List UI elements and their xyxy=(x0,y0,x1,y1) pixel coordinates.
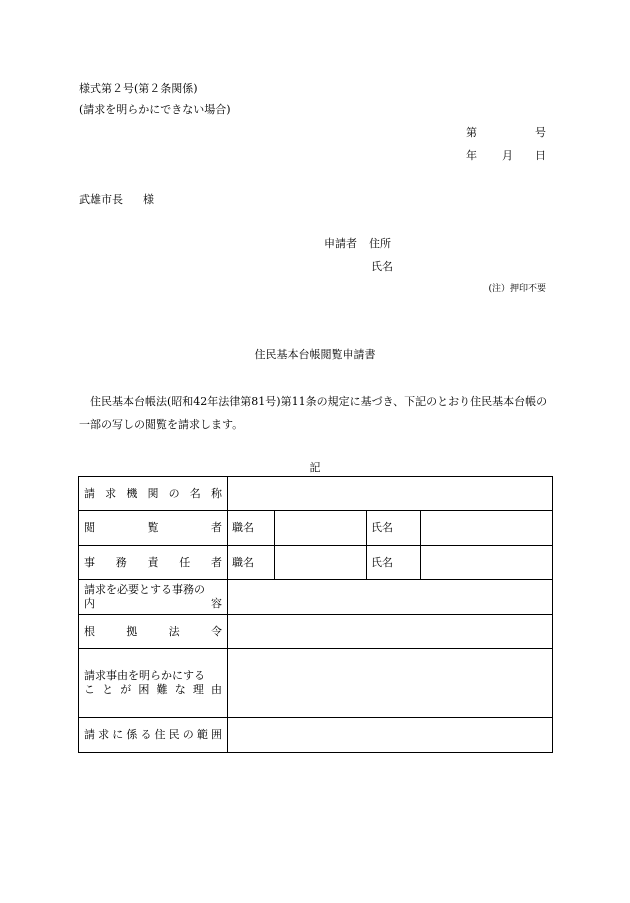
officer-post-field[interactable] xyxy=(275,546,367,580)
label-char: 求 xyxy=(105,486,117,500)
label-char: 関 xyxy=(147,486,159,500)
label-char: の xyxy=(168,486,180,500)
label-char: の xyxy=(182,728,194,741)
requesting-organization-field[interactable] xyxy=(228,477,553,511)
table-row xyxy=(79,615,553,649)
label-char: な xyxy=(174,683,186,696)
label-char: に xyxy=(112,728,124,741)
difficulty-reason-field[interactable] xyxy=(228,649,553,718)
label-char: 名 xyxy=(189,486,201,500)
applicant-address-row xyxy=(324,238,391,249)
table-row xyxy=(79,718,553,753)
request-table xyxy=(78,476,553,753)
label-char: 法 xyxy=(168,624,180,638)
label-char: 理 xyxy=(192,683,204,696)
label-char: が xyxy=(120,683,132,696)
label-char: 範 xyxy=(196,728,208,741)
label-char: こ xyxy=(84,683,95,696)
table-row xyxy=(79,580,553,615)
label-char: 請 xyxy=(84,486,95,500)
document-date xyxy=(466,150,546,162)
address-label: 住所 xyxy=(369,237,391,250)
applicant-label: 申請者 xyxy=(324,237,357,250)
legal-basis-label xyxy=(79,615,228,649)
label-char: 住 xyxy=(154,728,166,741)
label-char: 称 xyxy=(210,486,222,500)
table-row xyxy=(79,511,553,546)
number-prefix: 第 xyxy=(466,126,477,139)
business-content-label xyxy=(79,580,228,615)
resident-scope-field[interactable] xyxy=(228,718,553,753)
resident-scope-label xyxy=(79,718,228,753)
label-char: 難 xyxy=(156,683,168,696)
request-statement: 住民基本台帳法(昭和42年法律第81号)第11条の規定に基づき、下記のとおり住民基本台帳の一部の写しの閲覧を請求します。 xyxy=(79,395,548,431)
seal-note: (注）押印不要 xyxy=(488,284,546,294)
viewer-label xyxy=(79,511,228,546)
requesting-organization-label xyxy=(79,477,228,511)
viewer-name-field[interactable] xyxy=(421,511,553,546)
label-char: 民 xyxy=(168,728,180,741)
viewer-post-label: 職名 xyxy=(228,511,275,546)
label-char: 容 xyxy=(211,597,222,610)
viewer-name-label: 氏名 xyxy=(367,511,421,546)
label-char: る xyxy=(140,728,152,741)
document-number xyxy=(466,127,546,139)
legal-basis-field[interactable] xyxy=(228,615,553,649)
difficulty-reason-label-line1: 請求事由を明らかにする xyxy=(84,669,205,682)
difficulty-reason-label xyxy=(79,649,228,718)
label-char: 責 xyxy=(147,555,159,569)
ki-heading: 記 xyxy=(309,461,321,474)
viewer-post-field[interactable] xyxy=(275,511,367,546)
label-char: 任 xyxy=(179,555,191,569)
label-char: 覧 xyxy=(147,521,159,534)
form-number: 様式第２号(第２条関係) xyxy=(79,82,198,95)
table-row xyxy=(79,649,553,718)
label-char: 請 xyxy=(84,728,95,741)
addressee-name: 武雄市長 xyxy=(79,193,123,206)
officer-post-label: 職名 xyxy=(228,546,275,580)
officer-name-field[interactable] xyxy=(421,546,553,580)
label-char: 係 xyxy=(126,728,138,741)
label-char: 囲 xyxy=(210,728,222,741)
table-row xyxy=(79,477,553,511)
business-content-label-line1: 請求を必要とする事務の xyxy=(84,583,205,596)
month-label: 月 xyxy=(502,149,513,162)
label-char: 者 xyxy=(211,555,222,569)
table-row xyxy=(79,546,553,580)
label-char: 閲 xyxy=(84,521,95,534)
addressee xyxy=(79,194,154,205)
label-char: と xyxy=(102,683,114,696)
label-char: 内 xyxy=(84,597,95,610)
label-char: 困 xyxy=(138,683,150,696)
year-label: 年 xyxy=(466,149,477,162)
number-suffix: 号 xyxy=(535,126,546,139)
label-char: 求 xyxy=(98,728,110,741)
label-char: 根 xyxy=(84,624,95,638)
label-char: 由 xyxy=(210,683,222,696)
document-title: 住民基本台帳閲覧申請書 xyxy=(254,348,376,361)
addressee-honorific: 様 xyxy=(143,193,154,206)
label-char: 令 xyxy=(210,624,222,638)
officer-name-label: 氏名 xyxy=(367,546,421,580)
business-content-field[interactable] xyxy=(228,580,553,615)
applicant-name-label: 氏名 xyxy=(371,260,393,273)
label-char: 拠 xyxy=(126,624,138,638)
day-label: 日 xyxy=(535,149,546,162)
label-char: 者 xyxy=(211,521,222,534)
form-subtitle: (請求を明らかにできない場合) xyxy=(79,103,231,116)
label-char: 機 xyxy=(126,486,138,500)
officer-in-charge-label xyxy=(79,546,228,580)
label-char: 事 xyxy=(84,555,95,569)
label-char: 務 xyxy=(115,555,127,569)
